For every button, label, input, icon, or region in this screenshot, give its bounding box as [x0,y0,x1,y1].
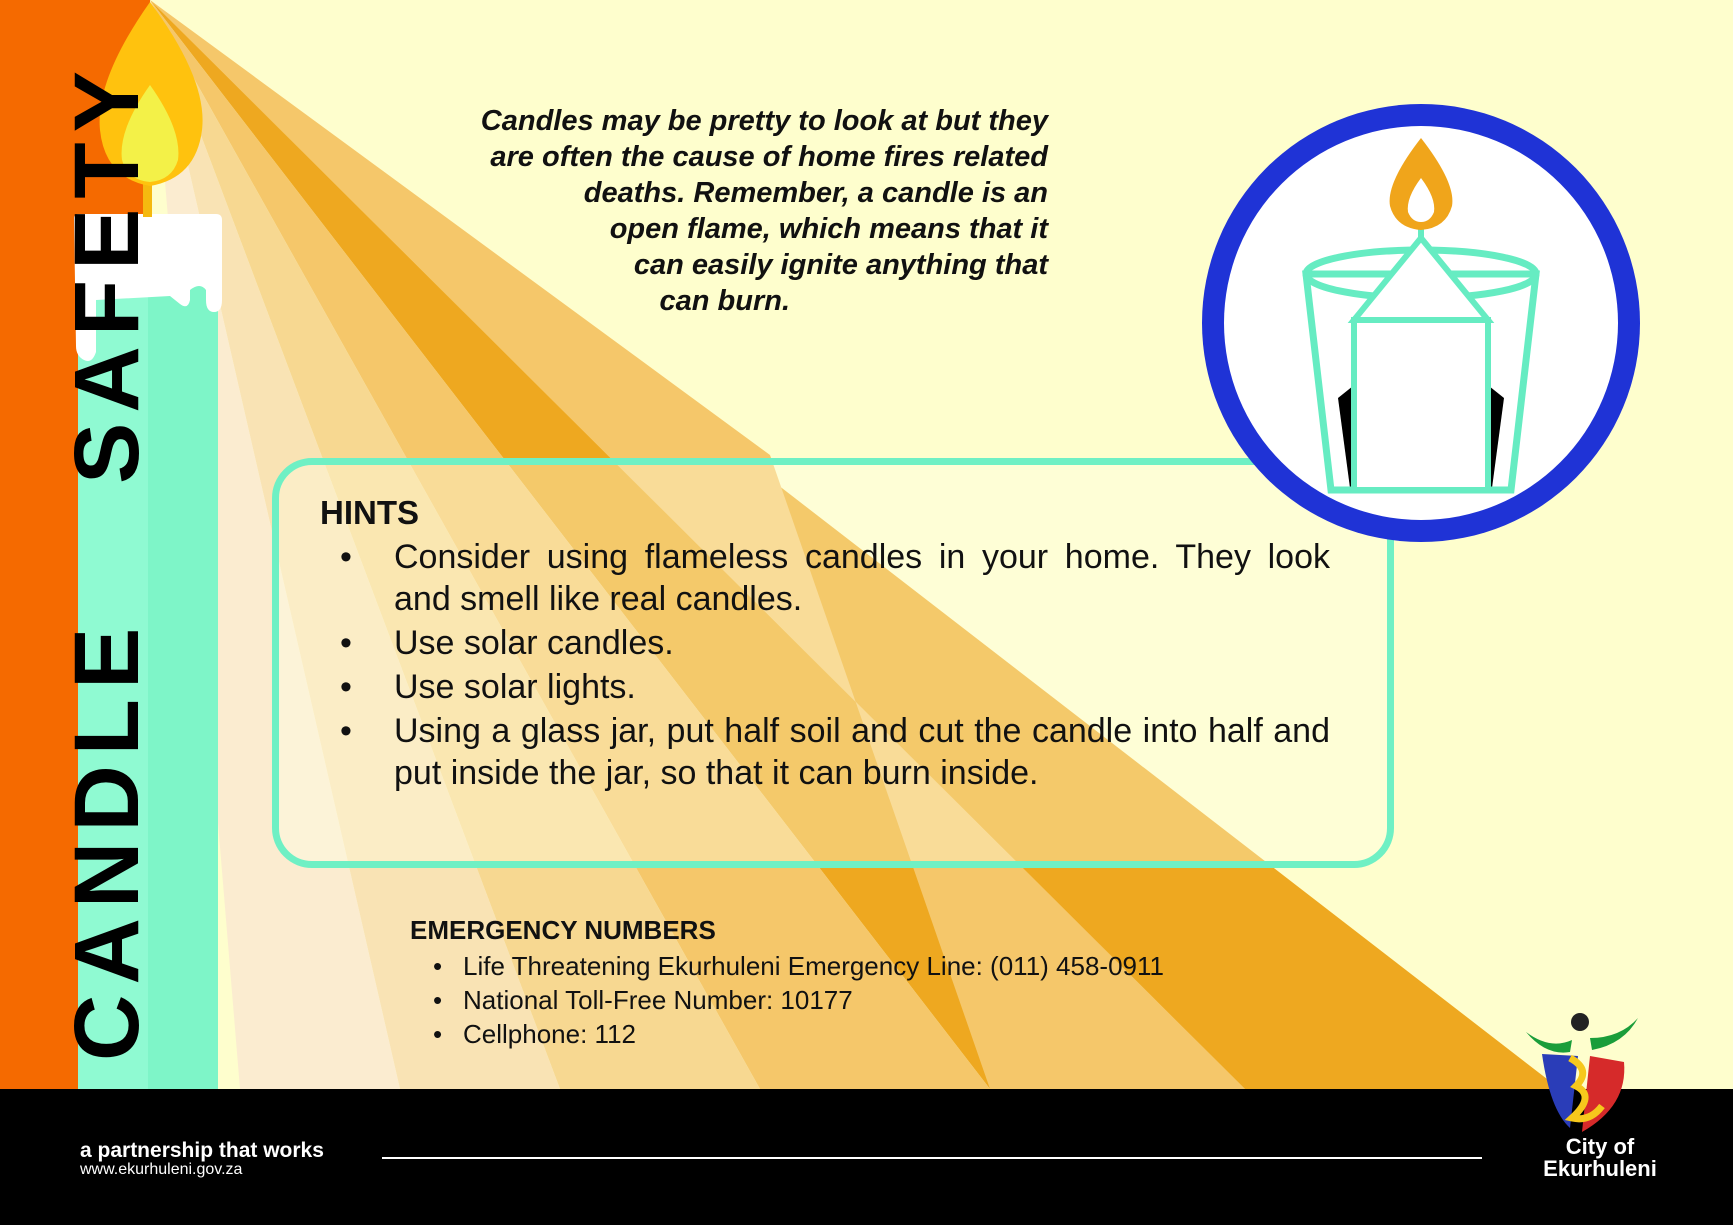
footer-url[interactable]: www.ekurhuleni.gov.za [80,1161,243,1178]
title-word-candle: CANDLE [55,617,158,1061]
jar-candle [1354,320,1488,490]
emergency-item: • National Toll-Free Number: 10177 [433,983,1164,1017]
intro-line: can burn. [659,285,790,317]
footer-slogan: a partnership that works [80,1139,324,1162]
intro-line: Candles may be pretty to look at but they [480,105,1048,137]
emergency-list [433,949,1164,1051]
hint-item: • Consider using flameless candles in your home. They look and smell like real candles. [340,536,1330,620]
intro-line: are often the cause of home fires related [490,141,1048,173]
footer-city-name [1500,1136,1700,1180]
hint-item: • Use solar candles. [340,622,1330,664]
footer-divider [382,1157,1482,1159]
emergency-title: EMERGENCY NUMBERS [410,915,716,945]
poster-title [52,61,162,1061]
intro-line: can easily ignite anything that [633,249,1048,281]
hints-list [340,536,1330,796]
city-name-line1: City of [1565,1134,1635,1159]
candle-jar-badge [1186,98,1656,548]
hints-title: HINTS [320,494,419,531]
city-logo-icon [1520,1010,1650,1140]
intro-line: deaths. Remember, a candle is an [583,177,1048,209]
intro-line: open flame, which means that it [609,213,1048,245]
intro-paragraph [380,103,1048,319]
hint-item: • Using a glass jar, put half soil and cut the candle into half and put inside the jar, so that it can burn inside. [340,710,1330,794]
title-word-safety: SAFETY [55,61,158,484]
emergency-item: • Cellphone: 112 [433,1017,1164,1051]
hint-item: • Use solar lights. [340,666,1330,708]
city-name-line2: Ekurhuleni [1543,1156,1657,1181]
emergency-item: • Life Threatening Ekurhuleni Emergency Line: (011) 458-0911 [433,949,1164,983]
